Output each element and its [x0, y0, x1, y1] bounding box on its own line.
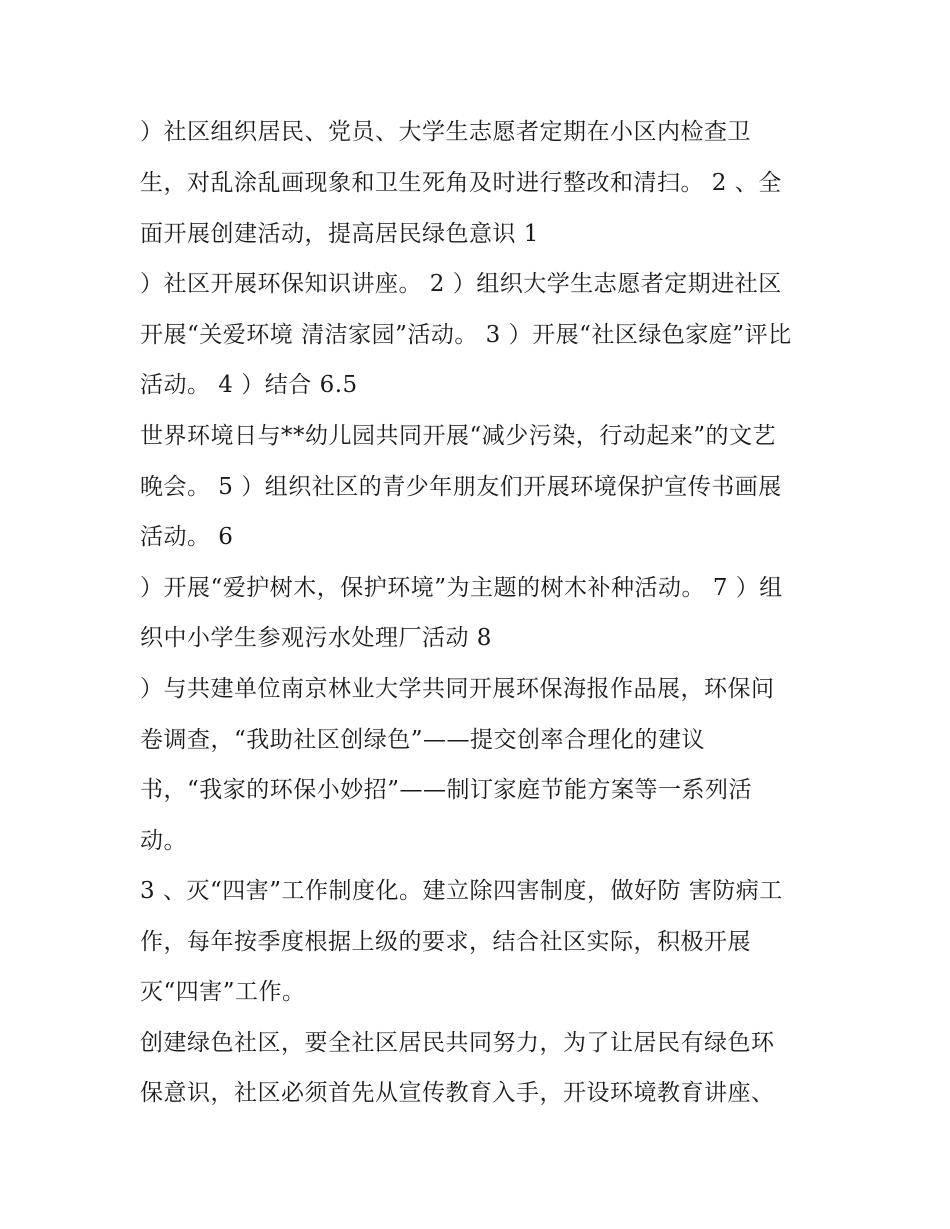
text-line: 3 、灭“四害”工作制度化。建立除四害制度，做好防 害防病工	[140, 878, 783, 904]
text-line: 世界环境日与**幼儿园共同开展“减少污染，行动起来”的文艺	[140, 423, 777, 449]
text-line: ）与共建单位南京林业大学共同开展环保海报作品展，环保问	[140, 676, 775, 702]
text-line: 灭“四害”工作。	[140, 979, 306, 1005]
text-line: 生，对乱涂乱画现象和卫生死角及时进行整改和清扫。 2 、全	[140, 170, 782, 196]
text-line: 织中小学生参观污水处理厂活动 8	[140, 625, 492, 651]
text-line: ）社区组织居民、党员、大学生志愿者定期在小区内检查卫	[140, 119, 751, 145]
text-line: 书，“我家的环保小妙招”——制订家庭节能方案等一系列活	[140, 777, 753, 803]
text-line: 活动。 4 ）结合 6.5	[140, 372, 358, 398]
text-line: 活动。 6	[140, 524, 234, 550]
text-line: 开展“关爱环境 清洁家园”活动。 3 ）开展“社区绿色家庭”评比	[140, 322, 792, 348]
text-line: ）社区开展环保知识讲座。 2 ）组织大学生志愿者定期进社区	[140, 271, 782, 297]
text-line: 卷调查，“我助社区创绿色”——提交创率合理化的建议	[140, 727, 706, 753]
text-line: 晚会。 5 ）组织社区的青少年朋友们开展环境保护宣传书画展	[140, 474, 782, 500]
text-line: 面开展创建活动，提高居民绿色意识 1	[140, 221, 539, 247]
text-line: 动。	[140, 828, 187, 854]
text-line: 创建绿色社区，要全社区居民共同努力，为了让居民有绿色环	[140, 1030, 775, 1056]
text-line: ）开展“爱护树木，保护环境”为主题的树木补种活动。 7 ）组	[140, 575, 783, 601]
text-line: 保意识，社区必须首先从宣传教育入手，开设环境教育讲座、	[140, 1080, 775, 1106]
text-line: 作，每年按季度根据上级的要求，结合社区实际，积极开展	[140, 929, 751, 955]
